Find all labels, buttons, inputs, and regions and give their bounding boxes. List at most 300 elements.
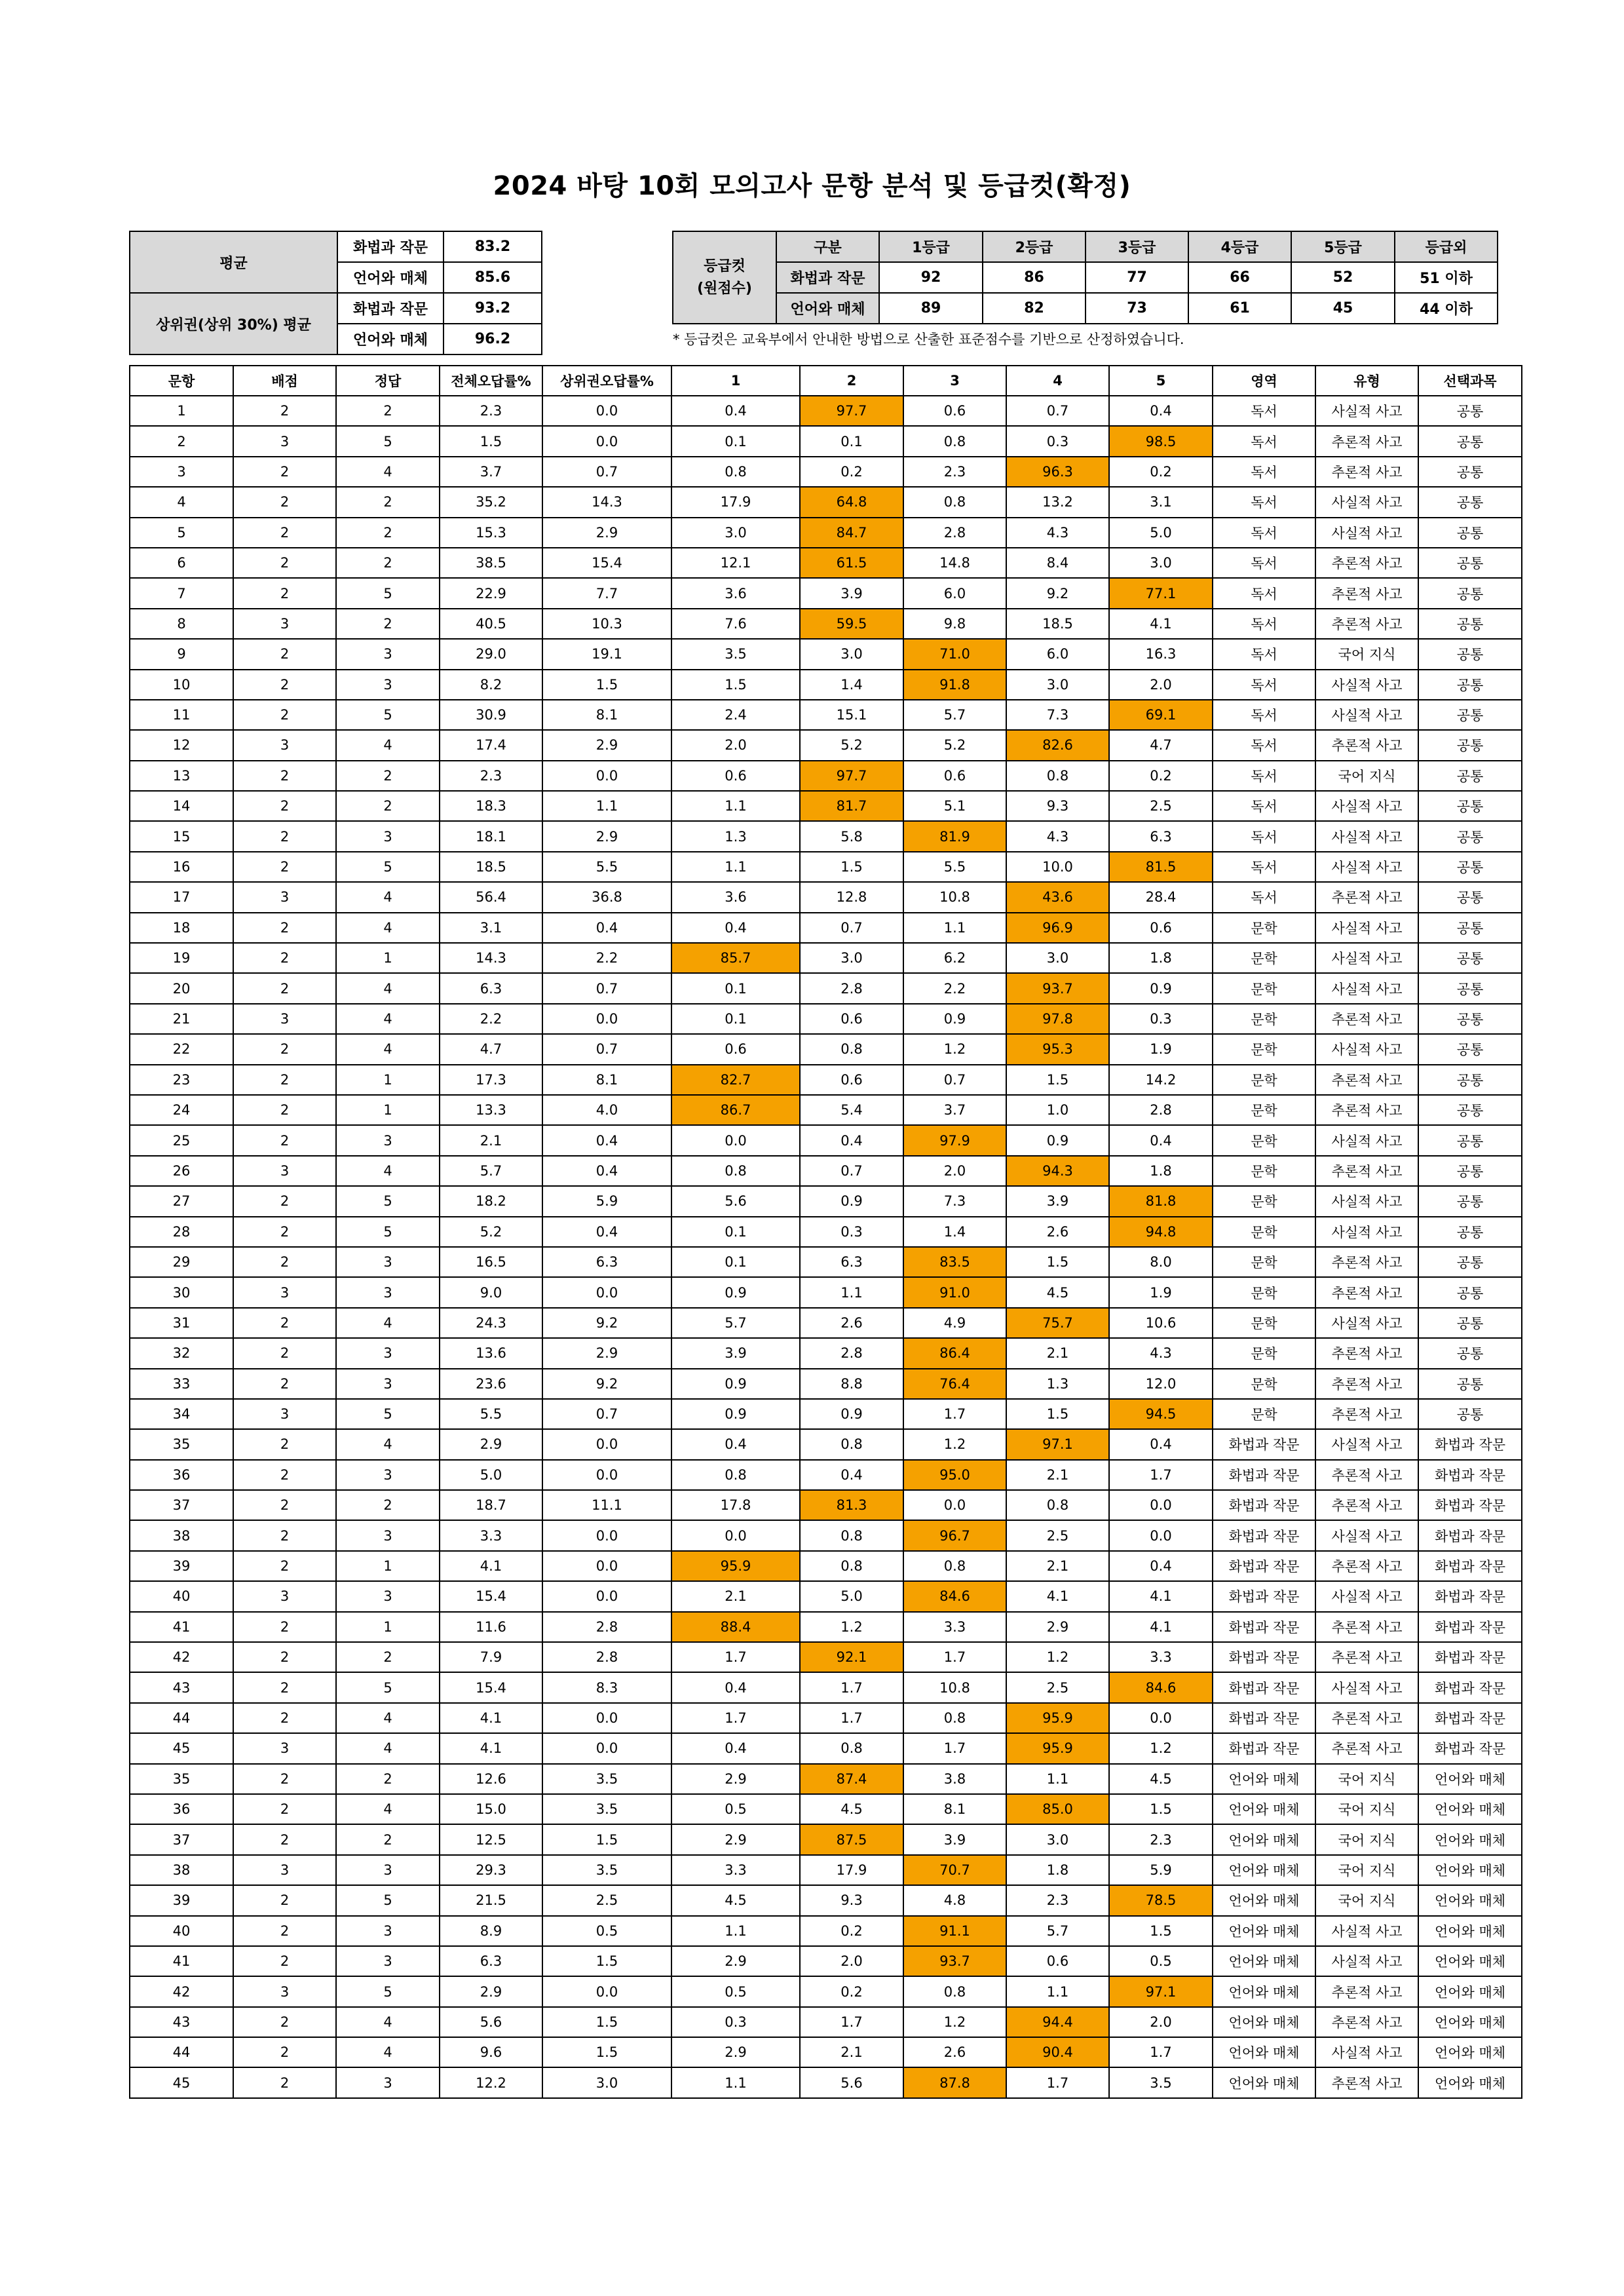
table-cell: 1.5 [542,1824,671,1854]
table-cell: 2 [336,609,440,639]
table-cell: 2.8 [903,518,1006,548]
table-cell: 30 [130,1277,233,1307]
table-cell: 0.0 [542,426,671,456]
table-cell: 2.2 [542,943,671,973]
correct-answer-cell: 95.9 [671,1551,800,1581]
table-cell: 8.1 [542,700,671,730]
table-cell: 2.8 [800,1338,903,1368]
table-cell: 0.4 [671,1672,800,1702]
table-row [130,1946,1522,1976]
table-cell: 2 [233,1551,336,1581]
table-cell: 2 [336,761,440,791]
table-cell: 3 [336,821,440,851]
table-cell: 3.9 [800,578,903,608]
table-cell: 화법과 작문 [1418,1703,1522,1733]
table-cell: 2 [233,1217,336,1247]
table-cell: 언어와 매체 [1213,1824,1315,1854]
table-cell: 3 [233,1581,336,1611]
table-cell: 3 [336,1916,440,1946]
table-cell: 1.0 [1006,1095,1109,1125]
table-cell: 사실적 사고 [1315,487,1418,517]
table-cell: 1.2 [903,1034,1006,1064]
correct-answer-cell: 76.4 [903,1369,1006,1399]
table-cell: 5.4 [800,1095,903,1125]
table-cell: 3.0 [542,2067,671,2097]
correct-answer-cell: 43.6 [1006,882,1109,912]
table-cell: 공통 [1418,1308,1522,1338]
table-cell: 1.2 [1109,1733,1213,1763]
table-cell: 4 [336,1794,440,1824]
table-cell: 언어와 매체 [1418,1855,1522,1885]
table-cell: 14.3 [542,487,671,517]
table-cell: 공통 [1418,396,1522,426]
table-cell: 2.2 [440,1004,542,1034]
table-cell: 16 [130,852,233,882]
table-row [130,913,1522,943]
table-cell: 44 [130,2037,233,2067]
table-cell: 0.9 [1006,1125,1109,1155]
correct-answer-cell: 84.7 [800,518,903,548]
table-cell: 35.2 [440,487,542,517]
table-cell: 0.9 [1109,973,1213,1003]
table-cell: 공통 [1418,943,1522,973]
table-cell: 0.0 [903,1490,1006,1520]
table-cell: 언어와 매체 [1418,2067,1522,2097]
table-cell: 화법과 작문 [1418,1672,1522,1702]
table-cell: 문학 [1213,1095,1315,1125]
table-cell: 언어와 매체 [1213,1885,1315,1915]
table-cell: 17.8 [671,1490,800,1520]
table-cell: 0.0 [542,396,671,426]
table-cell: 4 [336,882,440,912]
grade-cut-note: * 등급컷은 교육부에서 안내한 방법으로 산출한 표준점수를 기반으로 산정하였습니다. [673,332,1184,347]
table-cell: 4 [336,1733,440,1763]
table-cell: 3.0 [671,518,800,548]
table-cell: 2 [233,1946,336,1976]
table-cell: 독서 [1213,700,1315,730]
table-row [130,1247,1522,1277]
table-cell: 2.9 [440,1429,542,1459]
grade-cut-header: 1등급 [879,231,983,262]
correct-answer-cell: 97.7 [800,396,903,426]
table-cell: 2 [336,1824,440,1854]
table-cell: 2 [233,973,336,1003]
table-cell: 14 [130,791,233,821]
table-cell: 공통 [1418,487,1522,517]
correct-answer-cell: 70.7 [903,1855,1006,1885]
table-cell: 추론적 사고 [1315,1247,1418,1277]
table-cell: 1.1 [1006,1976,1109,2006]
table-row [130,973,1522,1003]
table-cell: 18.1 [440,821,542,851]
correct-answer-cell: 95.3 [1006,1034,1109,1064]
grade-cut-value: 86 [983,262,1086,293]
table-row [130,1642,1522,1672]
table-cell: 1.7 [800,2007,903,2037]
column-header: 3 [903,366,1006,396]
table-cell: 4.5 [800,1794,903,1824]
table-row [130,1703,1522,1733]
table-cell: 0.5 [542,1916,671,1946]
table-cell: 0.8 [1006,761,1109,791]
table-cell: 2 [233,821,336,851]
table-cell: 2 [233,1065,336,1095]
table-cell: 2.6 [1006,1217,1109,1247]
table-cell: 추론적 사고 [1315,1369,1418,1399]
table-cell: 0.7 [542,1034,671,1064]
table-cell: 독서 [1213,882,1315,912]
table-cell: 화법과 작문 [1213,1460,1315,1490]
table-cell: 2.8 [800,973,903,1003]
table-cell: 추론적 사고 [1315,1612,1418,1642]
table-cell: 2 [233,487,336,517]
table-cell: 2 [233,1612,336,1642]
table-cell: 화법과 작문 [1213,1642,1315,1672]
table-cell: 28 [130,1217,233,1247]
table-cell: 2 [233,2007,336,2037]
table-cell: 26 [130,1156,233,1186]
table-cell: 0.0 [1109,1490,1213,1520]
table-cell: 3.0 [800,639,903,669]
table-cell: 0.0 [542,1733,671,1763]
table-cell: 2 [233,548,336,578]
table-cell: 31 [130,1308,233,1338]
table-cell: 0.7 [542,457,671,487]
table-cell: 4.3 [1006,518,1109,548]
table-cell: 3 [336,1369,440,1399]
table-cell: 문학 [1213,1277,1315,1307]
grade-cut-value: 66 [1188,262,1291,293]
table-row [130,2067,1522,2097]
table-cell: 화법과 작문 [1418,1642,1522,1672]
table-cell: 1.5 [1006,1247,1109,1277]
table-cell: 2.8 [542,1642,671,1672]
table-cell: 공통 [1418,1004,1522,1034]
table-cell: 추론적 사고 [1315,1277,1418,1307]
table-cell: 2.9 [440,1976,542,2006]
table-cell: 9.3 [800,1885,903,1915]
table-cell: 24 [130,1095,233,1125]
table-cell: 5 [336,700,440,730]
correct-answer-cell: 93.7 [1006,973,1109,1003]
table-cell: 0.8 [800,1034,903,1064]
table-cell: 공통 [1418,852,1522,882]
table-cell: 1.1 [671,852,800,882]
table-cell: 0.4 [671,1429,800,1459]
table-cell: 1.7 [1109,2037,1213,2067]
table-cell: 43 [130,2007,233,2037]
table-cell: 문학 [1213,1399,1315,1429]
table-cell: 29.0 [440,639,542,669]
table-row [130,1824,1522,1854]
table-cell: 사실적 사고 [1315,1429,1418,1459]
table-cell: 4 [336,1034,440,1064]
table-cell: 6.2 [903,943,1006,973]
table-cell: 6.0 [1006,639,1109,669]
table-cell: 5.9 [1109,1855,1213,1885]
table-cell: 화법과 작문 [1213,1733,1315,1763]
table-cell: 0.1 [800,426,903,456]
table-cell: 0.7 [903,1065,1006,1095]
table-cell: 2 [233,1338,336,1368]
table-cell: 32 [130,1338,233,1368]
table-cell: 공통 [1418,1217,1522,1247]
table-cell: 12.2 [440,2067,542,2097]
table-cell: 6 [130,548,233,578]
table-cell: 1.2 [800,1612,903,1642]
table-cell: 2 [336,1490,440,1520]
correct-answer-cell: 87.4 [800,1764,903,1794]
table-cell: 0.4 [542,1125,671,1155]
table-row [130,943,1522,973]
table-cell: 2 [233,1672,336,1702]
table-cell: 0.7 [542,973,671,1003]
table-cell: 0.1 [671,426,800,456]
table-cell: 2 [233,396,336,426]
table-cell: 5.2 [903,730,1006,760]
table-cell: 언어와 매체 [1213,2007,1315,2037]
table-cell: 독서 [1213,791,1315,821]
table-cell: 문학 [1213,943,1315,973]
table-cell: 2 [233,578,336,608]
table-cell: 3.3 [1109,1642,1213,1672]
table-cell: 5.6 [440,2007,542,2037]
table-cell: 사실적 사고 [1315,700,1418,730]
table-cell: 3 [233,426,336,456]
average-value: 93.2 [444,293,542,324]
table-cell: 공통 [1418,821,1522,851]
table-cell: 0.7 [542,1399,671,1429]
correct-answer-cell: 94.5 [1109,1399,1213,1429]
table-cell: 0.6 [800,1004,903,1034]
table-cell: 3 [336,1946,440,1976]
table-row [130,396,1522,426]
table-cell: 2 [336,791,440,821]
table-cell: 4 [336,1156,440,1186]
table-cell: 21.5 [440,1885,542,1915]
table-cell: 4 [336,913,440,943]
table-cell: 45 [130,2067,233,2097]
table-row [130,487,1522,517]
table-cell: 추론적 사고 [1315,2007,1418,2037]
table-row [130,1490,1522,1520]
correct-answer-cell: 94.3 [1006,1156,1109,1186]
table-cell: 언어와 매체 [1213,1916,1315,1946]
table-cell: 4 [336,2007,440,2037]
table-cell: 사실적 사고 [1315,2037,1418,2067]
table-cell: 10 [130,670,233,700]
table-cell: 0.1 [671,1217,800,1247]
table-cell: 공통 [1418,761,1522,791]
table-cell: 3.3 [671,1855,800,1885]
correct-answer-cell: 95.9 [1006,1733,1109,1763]
table-cell: 2 [233,1764,336,1794]
table-cell: 2 [336,1642,440,1672]
table-cell: 2.6 [903,2037,1006,2067]
table-cell: 14.2 [1109,1065,1213,1095]
table-cell: 2 [233,457,336,487]
table-cell: 언어와 매체 [1213,1794,1315,1824]
table-cell: 8.9 [440,1916,542,1946]
correct-answer-cell: 84.6 [1109,1672,1213,1702]
table-cell: 0.8 [903,1703,1006,1733]
column-header: 상위권오답률% [542,366,671,396]
table-cell: 12 [130,730,233,760]
table-cell: 5 [336,1217,440,1247]
correct-answer-cell: 94.8 [1109,1217,1213,1247]
table-cell: 0.4 [671,396,800,426]
table-row [130,1794,1522,1824]
table-cell: 0.0 [671,1520,800,1550]
table-cell: 9.0 [440,1277,542,1307]
table-cell: 문학 [1213,1369,1315,1399]
table-cell: 0.8 [903,1551,1006,1581]
table-cell: 38 [130,1520,233,1550]
table-cell: 19.1 [542,639,671,669]
correct-answer-cell: 82.6 [1006,730,1109,760]
table-cell: 독서 [1213,670,1315,700]
table-cell: 4 [336,457,440,487]
correct-answer-cell: 93.7 [903,1946,1006,1976]
column-header: 정답 [336,366,440,396]
averages-table [129,231,542,355]
table-cell: 40.5 [440,609,542,639]
table-cell: 2 [233,2067,336,2097]
table-cell: 7.9 [440,1642,542,1672]
table-cell: 국어 지식 [1315,1794,1418,1824]
table-cell: 0.4 [1109,1429,1213,1459]
table-cell: 15 [130,821,233,851]
table-cell: 2 [336,487,440,517]
correct-answer-cell: 81.7 [800,791,903,821]
table-cell: 공통 [1418,791,1522,821]
grade-cut-header: 2등급 [983,231,1086,262]
table-cell: 5.5 [903,852,1006,882]
table-cell: 10.8 [903,1672,1006,1702]
table-cell: 3.7 [440,457,542,487]
table-row [130,1581,1522,1611]
table-cell: 공통 [1418,548,1522,578]
table-cell: 사실적 사고 [1315,791,1418,821]
table-cell: 3 [233,1277,336,1307]
table-cell: 추론적 사고 [1315,882,1418,912]
table-cell: 공통 [1418,1156,1522,1186]
table-cell: 5.7 [1006,1916,1109,1946]
table-cell: 독서 [1213,396,1315,426]
table-cell: 문학 [1213,1065,1315,1095]
table-cell: 17.4 [440,730,542,760]
table-cell: 공통 [1418,639,1522,669]
table-cell: 문학 [1213,1247,1315,1277]
table-cell: 4.5 [1006,1277,1109,1307]
table-cell: 공통 [1418,973,1522,1003]
table-row [130,1672,1522,1702]
table-cell: 0.0 [542,1703,671,1733]
table-cell: 7.3 [1006,700,1109,730]
table-cell: 0.4 [1109,396,1213,426]
table-cell: 문학 [1213,1186,1315,1216]
table-cell: 14.3 [440,943,542,973]
table-cell: 4 [130,487,233,517]
table-cell: 5.1 [903,791,1006,821]
table-row [130,578,1522,608]
table-cell: 1.5 [440,426,542,456]
table-cell: 1.7 [671,1703,800,1733]
table-cell: 화법과 작문 [1213,1612,1315,1642]
correct-answer-cell: 88.4 [671,1612,800,1642]
table-cell: 5.2 [800,730,903,760]
table-cell: 2.0 [1109,2007,1213,2037]
table-cell: 0.8 [903,426,1006,456]
table-cell: 2.0 [800,1946,903,1976]
correct-answer-cell: 78.5 [1109,1885,1213,1915]
table-cell: 추론적 사고 [1315,578,1418,608]
table-cell: 2 [336,548,440,578]
correct-answer-cell: 91.0 [903,1277,1006,1307]
table-cell: 24.3 [440,1308,542,1338]
table-cell: 8 [130,609,233,639]
correct-answer-cell: 96.3 [1006,457,1109,487]
table-cell: 4.8 [903,1885,1006,1915]
table-cell: 3.5 [542,1764,671,1794]
table-cell: 9.3 [1006,791,1109,821]
grade-cut-value: 82 [983,293,1086,324]
table-cell: 15.4 [440,1672,542,1702]
table-cell: 0.0 [542,1004,671,1034]
table-cell: 공통 [1418,426,1522,456]
table-cell: 2 [233,639,336,669]
table-cell: 화법과 작문 [1418,1551,1522,1581]
table-cell: 5 [336,1186,440,1216]
table-cell: 9.8 [903,609,1006,639]
table-cell: 0.1 [671,973,800,1003]
table-row [130,761,1522,791]
table-cell: 언어와 매체 [1418,1794,1522,1824]
table-cell: 5.0 [1109,518,1213,548]
table-cell: 공통 [1418,609,1522,639]
table-cell: 41 [130,1612,233,1642]
table-cell: 6.3 [440,1946,542,1976]
table-cell: 27 [130,1186,233,1216]
table-cell: 3.9 [903,1824,1006,1854]
average-value: 85.6 [444,262,542,293]
table-cell: 2.1 [800,2037,903,2067]
correct-answer-cell: 96.9 [1006,913,1109,943]
table-cell: 0.8 [800,1520,903,1550]
table-cell: 5.0 [800,1581,903,1611]
table-cell: 2.9 [542,518,671,548]
table-cell: 3 [233,730,336,760]
table-cell: 0.0 [542,1520,671,1550]
table-cell: 1 [336,1065,440,1095]
table-cell: 8.0 [1109,1247,1213,1277]
correct-answer-cell: 71.0 [903,639,1006,669]
table-cell: 2.0 [903,1156,1006,1186]
correct-answer-cell: 81.9 [903,821,1006,851]
table-row [130,1125,1522,1155]
table-cell: 3 [336,1460,440,1490]
table-row [130,1885,1522,1915]
table-cell: 1.8 [1006,1855,1109,1885]
table-cell: 14.8 [903,548,1006,578]
column-header: 배점 [233,366,336,396]
table-cell: 4 [336,973,440,1003]
table-cell: 독서 [1213,487,1315,517]
correct-answer-cell: 97.8 [1006,1004,1109,1034]
table-cell: 23 [130,1065,233,1095]
table-cell: 2 [336,518,440,548]
table-cell: 0.8 [903,1976,1006,2006]
